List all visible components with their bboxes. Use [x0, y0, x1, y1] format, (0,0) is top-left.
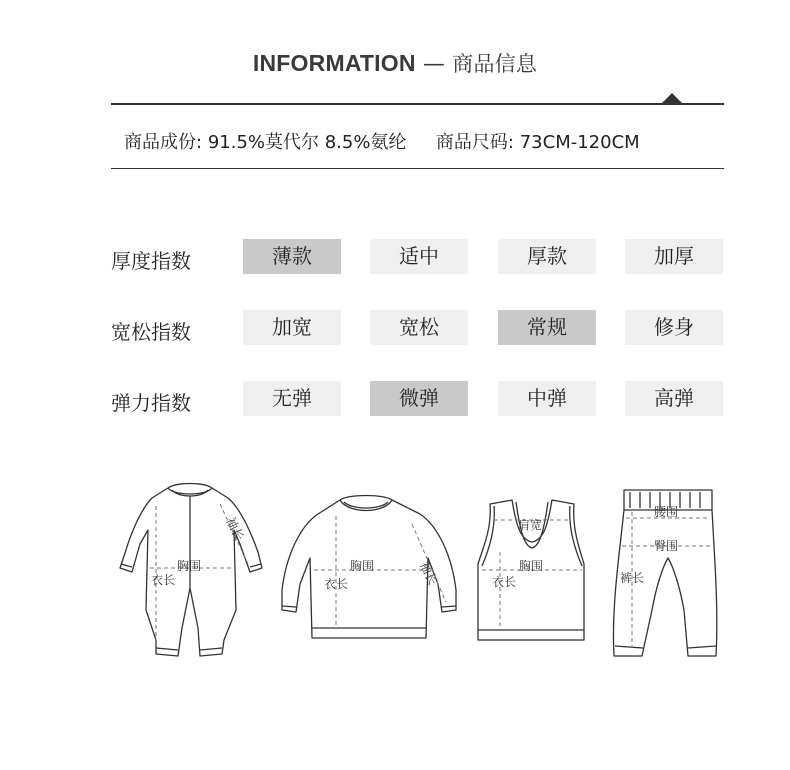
thickness-option: 适中	[370, 239, 468, 274]
looseness-option: 常规	[498, 310, 596, 345]
pants-length-label: 裤长	[620, 571, 645, 585]
garment-measurement-diagrams	[0, 460, 790, 670]
romper-sleeve-label: 袖长	[223, 515, 247, 543]
elasticity-option: 中弹	[498, 381, 596, 416]
top-chest-label: 胸围	[350, 559, 375, 573]
thickness-option: 厚款	[498, 239, 596, 274]
vest-chest-label: 胸围	[519, 559, 544, 573]
thickness-option: 薄款	[243, 239, 341, 274]
elasticity-index-label: 弹力指数	[111, 391, 191, 415]
header-title-en: INFORMATION	[252, 50, 416, 76]
product-info-line	[124, 128, 640, 154]
elasticity-index-row	[0, 381, 790, 417]
looseness-index-label: 宽松指数	[111, 320, 191, 344]
header-notch	[662, 93, 682, 103]
vest-length-label: 衣长	[492, 575, 517, 589]
looseness-option: 加宽	[243, 310, 341, 345]
pants-waist-label: 腰围	[654, 505, 679, 519]
vest-shoulder-label: 肩宽	[518, 518, 543, 532]
top-sleeve-label: 袖长	[417, 559, 440, 588]
thickness-index-row	[0, 239, 790, 275]
header-dash: —	[422, 52, 446, 77]
pants-hip-label: 臀围	[654, 539, 679, 553]
composition-label: 商品成份:	[124, 132, 203, 153]
header-title-zh: 商品信息	[452, 52, 538, 76]
looseness-option: 修身	[625, 310, 723, 345]
elasticity-option: 微弹	[370, 381, 468, 416]
looseness-index-row	[0, 310, 790, 346]
thickness-index-label: 厚度指数	[111, 249, 191, 273]
elasticity-option: 高弹	[625, 381, 723, 416]
size-label: 商品尺码:	[435, 132, 514, 153]
composition-value: 91.5%莫代尔 8.5%氨纶	[207, 132, 407, 153]
section-header	[0, 48, 790, 78]
top-length-label: 衣长	[324, 577, 349, 591]
romper-length-label: 衣长	[151, 573, 176, 587]
size-value: 73CM-120CM	[519, 132, 640, 153]
romper-chest-label: 胸围	[177, 559, 202, 573]
thickness-option: 加厚	[625, 239, 723, 274]
elasticity-option: 无弹	[243, 381, 341, 416]
looseness-option: 宽松	[370, 310, 468, 345]
info-rule	[111, 168, 724, 169]
header-rule	[111, 103, 724, 105]
